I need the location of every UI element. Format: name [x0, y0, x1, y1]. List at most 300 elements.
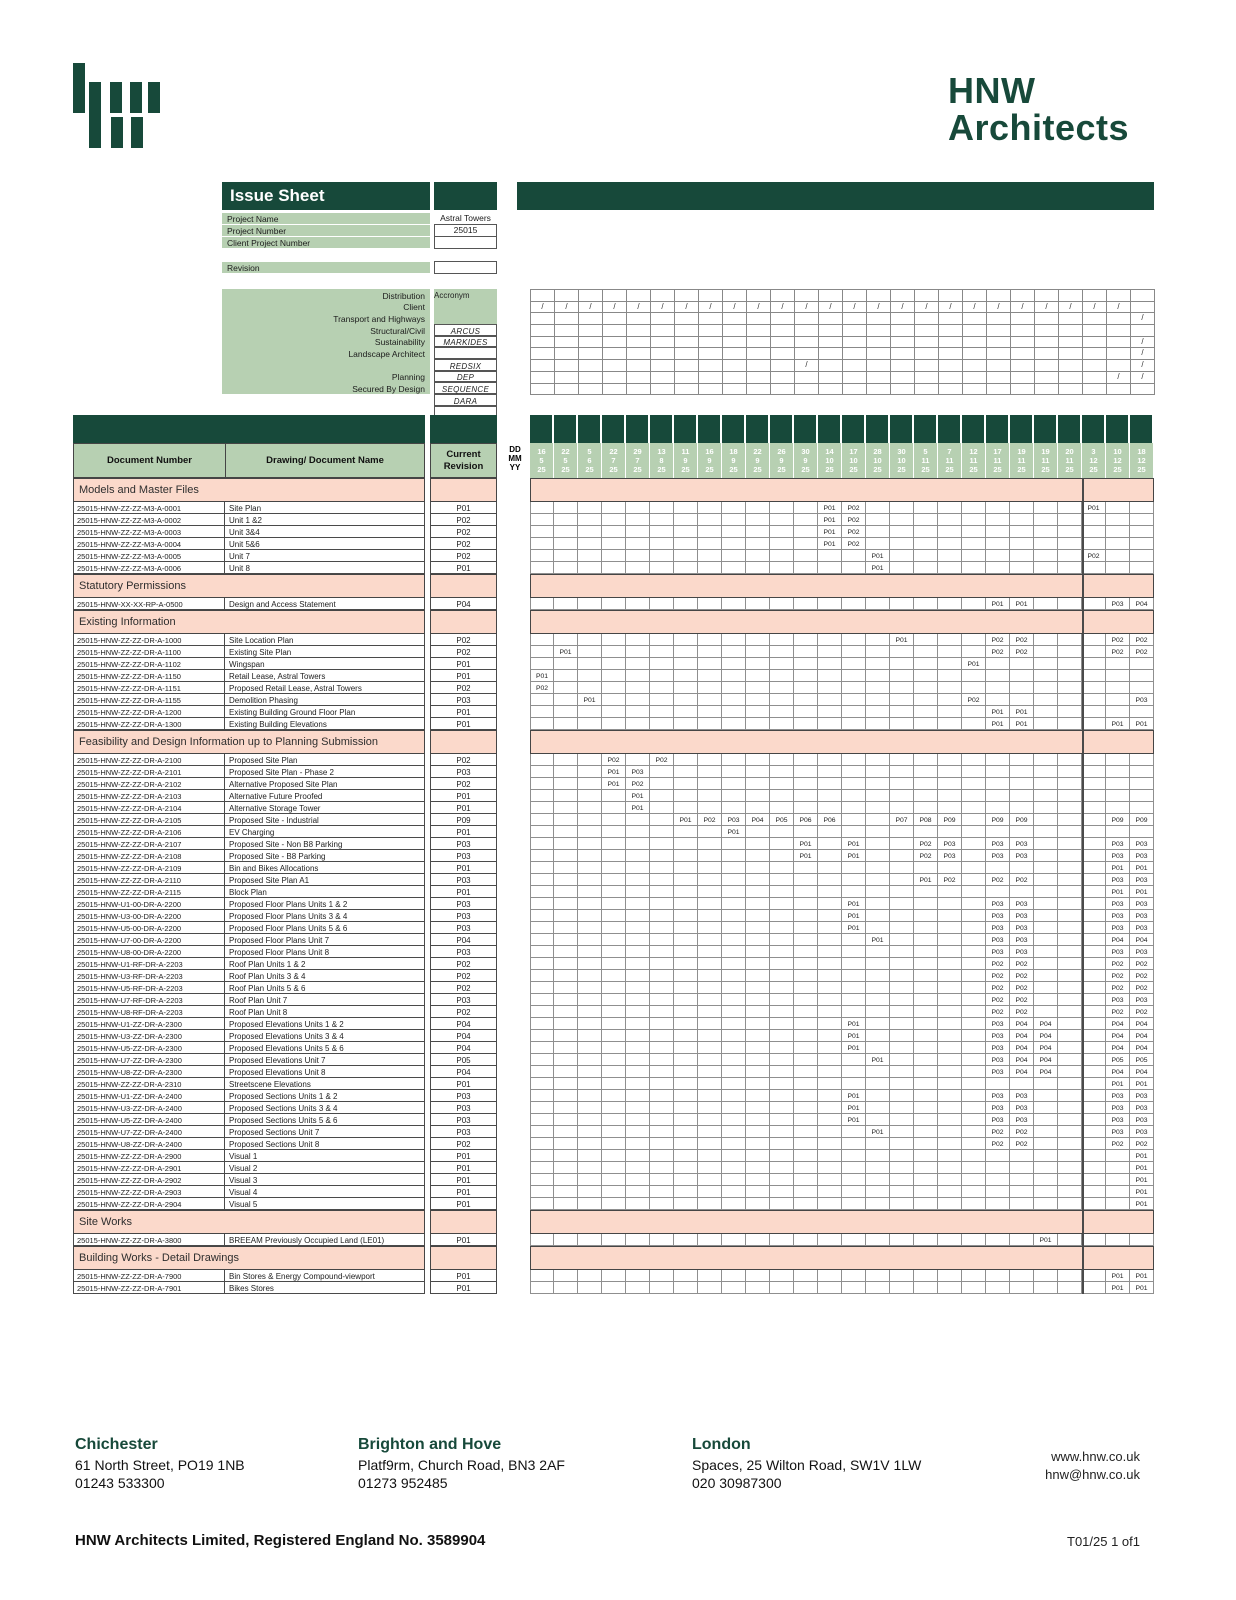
date-column-cap [1010, 415, 1034, 443]
revision-cell [554, 1198, 578, 1210]
revision-cell [1130, 538, 1154, 550]
revision-cell [866, 838, 890, 850]
revision-cell: P01 [818, 514, 842, 526]
revision-cell [1010, 862, 1034, 874]
issue-grid-cell [771, 372, 795, 384]
revision-cell [938, 598, 962, 610]
date-header-cell: 26 9 25 [770, 443, 794, 478]
revision-cell: P03 [986, 1042, 1010, 1054]
grid-heavy-divider [1082, 478, 1084, 1294]
revision-cell [722, 706, 746, 718]
revision-cell [1082, 766, 1106, 778]
revision-grid [530, 886, 1154, 898]
table-row [73, 550, 1154, 562]
revision-cell [698, 1114, 722, 1126]
revision-cell [578, 526, 602, 538]
revision-cell: P03 [1130, 910, 1154, 922]
revision-cell [602, 874, 626, 886]
date-column-cap [1106, 415, 1130, 443]
revision-cell [866, 1078, 890, 1090]
section-revision-cell [430, 1210, 497, 1234]
issue-grid-cell [867, 384, 891, 396]
revision-cell [866, 850, 890, 862]
revision-cell [650, 646, 674, 658]
revision-cell [890, 826, 914, 838]
issue-grid-cell: / [1131, 337, 1155, 349]
issue-grid-cell [699, 360, 723, 372]
revision-cell [770, 922, 794, 934]
revision-cell [722, 1030, 746, 1042]
revision-cell [674, 706, 698, 718]
revision-cell [1082, 1042, 1106, 1054]
revision-cell [1106, 1234, 1130, 1246]
revision-cell [890, 1114, 914, 1126]
revision-cell: P04 [1106, 934, 1130, 946]
revision-cell: P02 [530, 682, 554, 694]
revision-cell [650, 1270, 674, 1282]
revision-cell [650, 814, 674, 826]
document-number-cell: 25015-HNW-ZZ-ZZ-DR-A-2107 [73, 838, 225, 850]
revision-cell [914, 706, 938, 718]
revision-cell [866, 766, 890, 778]
table-row [73, 790, 1154, 802]
revision-cell [842, 802, 866, 814]
issue-grid-cell [939, 290, 963, 302]
revision-cell [818, 850, 842, 862]
issue-grid-cell [771, 360, 795, 372]
revision-cell [1082, 826, 1106, 838]
revision-cell [578, 886, 602, 898]
revision-cell [770, 682, 794, 694]
issue-grid-cell [675, 325, 699, 337]
revision-cell: P02 [1010, 646, 1034, 658]
revision-cell [962, 1054, 986, 1066]
revision-cell [578, 862, 602, 874]
revision-cell [794, 874, 818, 886]
issue-grid-cell [915, 313, 939, 325]
revision-cell [890, 910, 914, 922]
revision-cell: P01 [842, 1102, 866, 1114]
office-city: Brighton and Hove [358, 1436, 502, 1453]
revision-cell [770, 694, 794, 706]
drawing-name-cell: Alternative Storage Tower [225, 802, 425, 814]
drawing-name-cell: Bin Stores & Energy Compound-viewport [225, 1270, 425, 1282]
revision-cell [866, 790, 890, 802]
document-number-cell: 25015-HNW-ZZ-ZZ-DR-A-1000 [73, 634, 225, 646]
revision-cell [962, 910, 986, 922]
revision-cell [1082, 1234, 1106, 1246]
revision-cell [890, 1006, 914, 1018]
revision-cell [698, 1078, 722, 1090]
revision-cell [914, 1150, 938, 1162]
revision-cell: P04 [1106, 1030, 1130, 1042]
issue-grid-cell [603, 384, 627, 396]
email-link[interactable]: hnw@hnw.co.uk [1045, 1467, 1140, 1482]
revision-cell [746, 754, 770, 766]
table-row [73, 1042, 1154, 1054]
revision-grid [530, 646, 1154, 658]
revision-cell [1106, 1198, 1130, 1210]
section-title: Statutory Permissions [73, 574, 425, 598]
revision-cell [794, 694, 818, 706]
revision-cell [866, 1018, 890, 1030]
website-link[interactable]: www.hnw.co.uk [1051, 1449, 1140, 1464]
revision-cell [674, 1126, 698, 1138]
revision-cell [530, 970, 554, 982]
revision-cell [1082, 790, 1106, 802]
document-number-cell: 25015-HNW-ZZ-ZZ-M3-A-0001 [73, 502, 225, 514]
revision-cell [842, 1006, 866, 1018]
revision-cell: P04 [1130, 1042, 1154, 1054]
revision-cell [746, 1198, 770, 1210]
document-number-cell: 25015-HNW-ZZ-ZZ-DR-A-2115 [73, 886, 225, 898]
issue-grid-cell [627, 313, 651, 325]
revision-cell [578, 646, 602, 658]
drawing-name-cell: Proposed Sections Units 3 & 4 [225, 1102, 425, 1114]
revision-cell [530, 1162, 554, 1174]
document-number-cell: 25015-HNW-U7-RF-DR-A-2203 [73, 994, 225, 1006]
revision-grid [530, 1030, 1154, 1042]
issue-grid-cell [1131, 302, 1155, 314]
revision-cell [746, 1270, 770, 1282]
date-header-cell: 5 11 25 [914, 443, 938, 478]
date-header-cell: 28 10 25 [866, 443, 890, 478]
revision-cell [674, 1234, 698, 1246]
revision-cell: P09 [938, 814, 962, 826]
revision-cell [794, 682, 818, 694]
revision-cell: P02 [1010, 634, 1034, 646]
issue-grid-cell [531, 313, 555, 325]
current-revision-cell: P03 [430, 874, 497, 886]
date-column-cap [986, 415, 1010, 443]
revision-cell [554, 1162, 578, 1174]
revision-cell [530, 562, 554, 574]
distribution-row-label: Sustainability [222, 336, 430, 348]
revision-cell [698, 934, 722, 946]
distribution-row-label: Landscape Architect [222, 347, 430, 359]
revision-cell [890, 550, 914, 562]
revision-cell [1058, 946, 1082, 958]
issue-grid-cell [603, 325, 627, 337]
revision-cell [842, 706, 866, 718]
revision-cell [746, 1138, 770, 1150]
revision-cell [866, 778, 890, 790]
issue-grid-cell [1059, 372, 1083, 384]
issue-grid-cell [1011, 325, 1035, 337]
revision-cell [1082, 1066, 1106, 1078]
revision-grid [530, 1018, 1154, 1030]
revision-cell [530, 862, 554, 874]
revision-cell [770, 718, 794, 730]
revision-cell [746, 862, 770, 874]
revision-cell: P03 [1130, 874, 1154, 886]
revision-cell [626, 598, 650, 610]
revision-cell [794, 790, 818, 802]
revision-cell [842, 886, 866, 898]
revision-cell [1058, 706, 1082, 718]
revision-cell [962, 718, 986, 730]
revision-cell [674, 1018, 698, 1030]
revision-cell [722, 1198, 746, 1210]
revision-cell [914, 778, 938, 790]
revision-grid [530, 802, 1154, 814]
revision-cell [650, 682, 674, 694]
revision-cell [674, 766, 698, 778]
revision-cell [866, 502, 890, 514]
issue-grid-cell: / [843, 302, 867, 314]
revision-cell [722, 862, 746, 874]
date-header-cell: 7 11 25 [938, 443, 962, 478]
revision-cell [578, 898, 602, 910]
revision-cell [722, 754, 746, 766]
table-row [73, 1174, 1154, 1186]
revision-cell [1010, 1150, 1034, 1162]
table-row [73, 982, 1154, 994]
revision-cell [722, 658, 746, 670]
revision-cell [890, 1102, 914, 1114]
revision-cell [626, 838, 650, 850]
revision-cell [1106, 706, 1130, 718]
revision-cell [530, 766, 554, 778]
revision-cell: P03 [1010, 946, 1034, 958]
revision-cell [962, 706, 986, 718]
section-title: Feasibility and Design Information up to Planning Submission [73, 730, 425, 754]
revision-cell [554, 874, 578, 886]
revision-cell: P02 [986, 874, 1010, 886]
revision-cell [626, 1102, 650, 1114]
revision-cell [770, 1018, 794, 1030]
revision-cell [578, 1066, 602, 1078]
table-row [73, 1270, 1154, 1282]
document-number-cell: 25015-HNW-ZZ-ZZ-DR-A-2101 [73, 766, 225, 778]
revision-cell [1034, 934, 1058, 946]
revision-cell [746, 910, 770, 922]
revision-cell [530, 754, 554, 766]
revision-cell [698, 1234, 722, 1246]
distribution-row-label: Secured By Design [222, 383, 430, 395]
revision-cell [626, 718, 650, 730]
revision-cell [938, 802, 962, 814]
revision-cell [890, 514, 914, 526]
drawing-name-cell: Roof Plan Units 1 & 2 [225, 958, 425, 970]
drawing-name-cell: Proposed Site - Non B8 Parking [225, 838, 425, 850]
revision-cell [842, 934, 866, 946]
revision-cell [866, 694, 890, 706]
revision-cell: P01 [842, 850, 866, 862]
revision-cell [626, 550, 650, 562]
table-row [73, 814, 1154, 826]
revision-cell [530, 946, 554, 958]
document-number-cell: 25015-HNW-ZZ-ZZ-DR-A-2904 [73, 1198, 225, 1210]
revision-cell [890, 898, 914, 910]
revision-cell [650, 1042, 674, 1054]
issue-grid-cell [1131, 290, 1155, 302]
revision-cell [698, 718, 722, 730]
revision-cell [554, 910, 578, 922]
revision-cell [578, 1006, 602, 1018]
table-row [73, 1006, 1154, 1018]
revision-cell: P01 [818, 538, 842, 550]
revision-cell [746, 598, 770, 610]
revision-cell [890, 1138, 914, 1150]
revision-cell [890, 670, 914, 682]
date-header-cell: 16 9 25 [698, 443, 722, 478]
revision-cell [1034, 778, 1058, 790]
revision-cell [914, 994, 938, 1006]
issue-grid-cell [1107, 290, 1131, 302]
revision-cell [962, 850, 986, 862]
revision-grid [530, 706, 1154, 718]
revision-cell: P04 [1130, 1018, 1154, 1030]
revision-cell [674, 1054, 698, 1066]
revision-cell [770, 910, 794, 922]
revision-cell: P01 [1106, 1270, 1130, 1282]
revision-cell [1058, 1042, 1082, 1054]
revision-cell: P03 [1130, 850, 1154, 862]
table-row [73, 766, 1154, 778]
revision-cell [602, 910, 626, 922]
revision-cell [650, 670, 674, 682]
revision-cell [962, 754, 986, 766]
revision-cell [602, 1090, 626, 1102]
issue-grid-cell [891, 372, 915, 384]
revision-cell [962, 1198, 986, 1210]
revision-cell: P01 [962, 658, 986, 670]
company-registration-line: HNW Architects Limited, Registered England No. 3589904 [75, 1532, 486, 1549]
revision-cell [698, 802, 722, 814]
revision-cell [938, 658, 962, 670]
revision-cell [578, 910, 602, 922]
revision-cell [698, 538, 722, 550]
table-row [73, 802, 1154, 814]
revision-cell [914, 598, 938, 610]
revision-cell [722, 694, 746, 706]
drawing-name-cell: Alternative Proposed Site Plan [225, 778, 425, 790]
section-header [73, 1246, 1154, 1270]
revision-cell [1058, 634, 1082, 646]
revision-cell [842, 862, 866, 874]
issue-grid-cell [867, 372, 891, 384]
revision-cell [698, 634, 722, 646]
issue-grid-cell [1035, 360, 1059, 372]
revision-cell [1082, 838, 1106, 850]
revision-cell: P02 [1106, 958, 1130, 970]
drawing-name-cell: Demolition Phasing [225, 694, 425, 706]
revision-cell: P03 [1130, 838, 1154, 850]
revision-cell: P02 [602, 754, 626, 766]
issue-grid-cell [795, 337, 819, 349]
revision-cell [1058, 754, 1082, 766]
revision-cell [866, 1162, 890, 1174]
revision-cell [842, 1066, 866, 1078]
revision-cell [746, 1006, 770, 1018]
revision-cell [986, 1186, 1010, 1198]
revision-cell [722, 718, 746, 730]
revision-cell [578, 946, 602, 958]
revision-cell [842, 1138, 866, 1150]
revision-cell: P02 [842, 514, 866, 526]
revision-cell: P02 [938, 874, 962, 886]
revision-cell [722, 874, 746, 886]
revision-cell [818, 718, 842, 730]
issue-grid-cell [1083, 313, 1107, 325]
revision-grid [530, 502, 1154, 514]
revision-cell: P01 [842, 922, 866, 934]
revision-cell [1034, 1150, 1058, 1162]
revision-cell: P01 [866, 1126, 890, 1138]
revision-cell [554, 1102, 578, 1114]
revision-cell: P01 [1010, 706, 1034, 718]
project-number-label: Project Number [222, 225, 430, 236]
revision-cell [650, 910, 674, 922]
revision-cell [1058, 910, 1082, 922]
revision-cell [842, 1174, 866, 1186]
revision-cell [602, 1198, 626, 1210]
revision-cell [866, 898, 890, 910]
revision-cell [1130, 790, 1154, 802]
revision-cell [698, 1030, 722, 1042]
revision-cell [722, 1006, 746, 1018]
revision-cell [1034, 1138, 1058, 1150]
revision-cell: P03 [938, 838, 962, 850]
revision-cell [626, 658, 650, 670]
revision-cell [578, 1018, 602, 1030]
revision-cell [722, 1054, 746, 1066]
revision-cell [650, 1150, 674, 1162]
revision-cell [794, 982, 818, 994]
current-revision-cell: P03 [430, 766, 497, 778]
revision-cell [530, 538, 554, 550]
revision-cell: P02 [1010, 958, 1034, 970]
revision-cell [890, 958, 914, 970]
revision-cell [554, 550, 578, 562]
issue-grid-cell [747, 325, 771, 337]
revision-cell [914, 958, 938, 970]
revision-cell [674, 1282, 698, 1294]
current-revision-cell: P01 [430, 1150, 497, 1162]
issue-grid-cell [675, 313, 699, 325]
revision-cell [1058, 982, 1082, 994]
revision-cell [626, 1234, 650, 1246]
section-revision-cell [430, 478, 497, 502]
revision-cell [722, 766, 746, 778]
revision-cell [722, 1114, 746, 1126]
revision-cell [962, 1150, 986, 1162]
revision-cell [794, 934, 818, 946]
revision-cell [914, 862, 938, 874]
revision-cell [866, 1138, 890, 1150]
issue-grid-cell [723, 348, 747, 360]
revision-cell [722, 934, 746, 946]
date-column-cap [1082, 415, 1106, 443]
table-row [73, 826, 1154, 838]
revision-cell [554, 562, 578, 574]
revision-cell [1034, 682, 1058, 694]
revision-cell [1010, 502, 1034, 514]
revision-cell [602, 598, 626, 610]
revision-cell [986, 1198, 1010, 1210]
revision-cell [746, 766, 770, 778]
issue-grid-cell [747, 384, 771, 396]
issue-grid-cell: / [1059, 302, 1083, 314]
revision-cell [674, 874, 698, 886]
revision-cell [1106, 826, 1130, 838]
drawing-name-cell: Proposed Elevations Unit 7 [225, 1054, 425, 1066]
revision-cell [866, 1006, 890, 1018]
revision-grid [530, 778, 1154, 790]
revision-cell [914, 502, 938, 514]
revision-cell [938, 1138, 962, 1150]
